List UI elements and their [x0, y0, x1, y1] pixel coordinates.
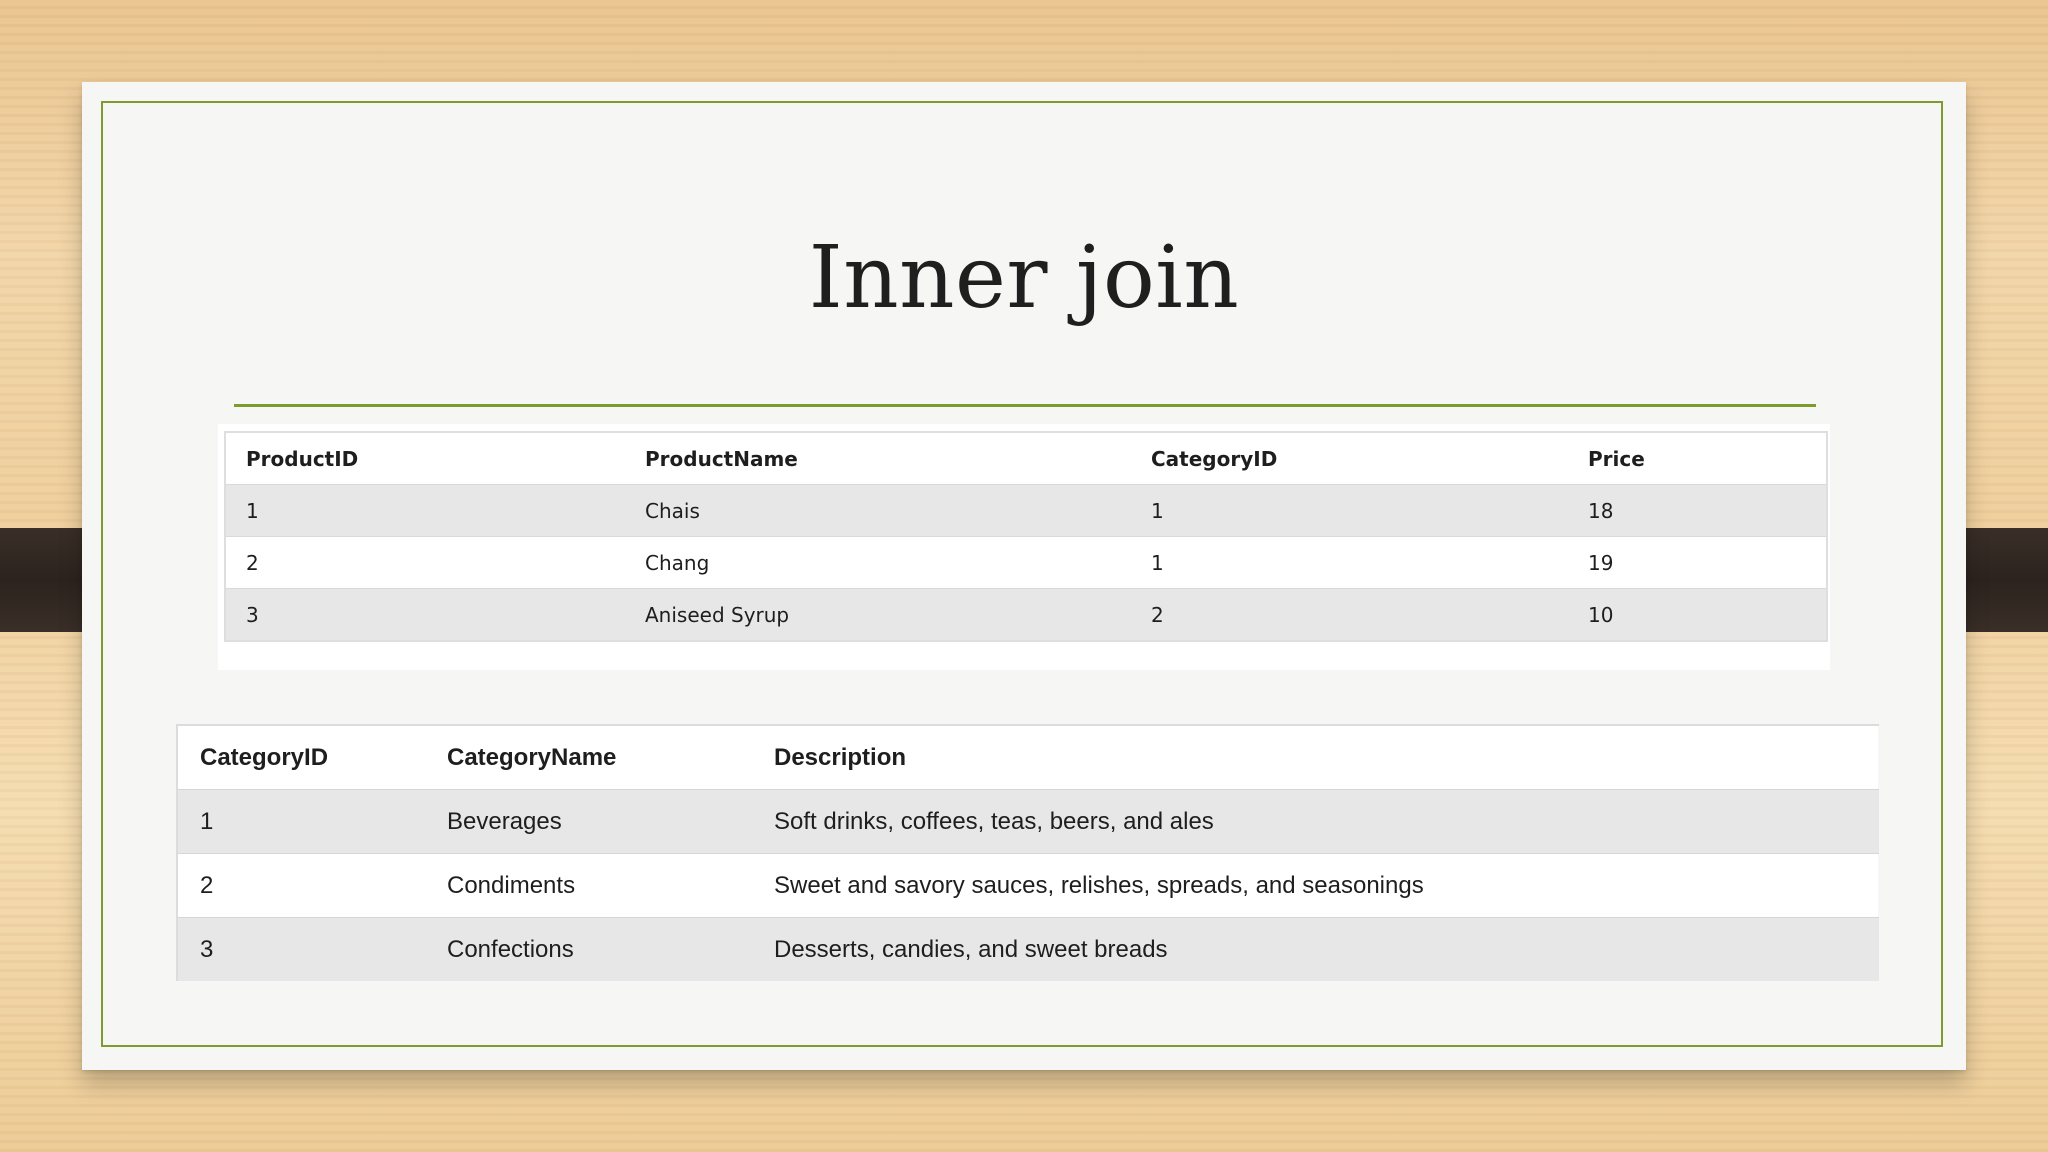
products-table	[224, 431, 1828, 642]
title-divider	[234, 404, 1816, 407]
table-row	[225, 589, 1827, 642]
table-cell: 2	[225, 537, 645, 589]
column-header-categoryid: CategoryID	[1151, 446, 1278, 471]
table-cell: 1	[177, 790, 447, 854]
table-cell: 1	[1151, 537, 1588, 589]
table-row	[225, 485, 1827, 537]
table-cell: 18	[1588, 485, 1827, 537]
table-cell: 19	[1588, 537, 1827, 589]
column-header-categoryid: CategoryID	[200, 743, 329, 771]
table-cell: 10	[1588, 589, 1827, 642]
table-cell: Aniseed Syrup	[645, 589, 1151, 642]
table-cell: 1	[1151, 485, 1588, 537]
table-row	[177, 790, 1879, 854]
column-header-productid: ProductID	[246, 446, 359, 471]
table-cell: 1	[225, 485, 645, 537]
products-table-container	[218, 424, 1830, 670]
table-cell: Confections	[447, 918, 774, 982]
categories-table-container	[176, 724, 1878, 980]
table-cell: Condiments	[447, 854, 774, 918]
table-cell: 3	[177, 918, 447, 982]
table-header-row	[177, 725, 1879, 790]
column-header-categoryname: CategoryName	[447, 743, 617, 771]
column-header-description: Description	[774, 743, 907, 771]
categories-table	[176, 724, 1879, 981]
table-row	[177, 854, 1879, 918]
table-cell: Soft drinks, coffees, teas, beers, and ales	[774, 790, 1879, 854]
table-row	[177, 918, 1879, 982]
table-cell: Chais	[645, 485, 1151, 537]
table-cell: Desserts, candies, and sweet breads	[774, 918, 1879, 982]
table-cell: Sweet and savory sauces, relishes, spreads, and seasonings	[774, 854, 1879, 918]
slide-title: Inner join	[808, 228, 1240, 328]
column-header-productname: ProductName	[645, 446, 798, 471]
table-cell: 2	[177, 854, 447, 918]
table-cell: Chang	[645, 537, 1151, 589]
table-cell: Beverages	[447, 790, 774, 854]
table-row	[225, 537, 1827, 589]
table-header-row	[225, 432, 1827, 485]
table-cell: 2	[1151, 589, 1588, 642]
table-cell: 3	[225, 589, 645, 642]
column-header-price: Price	[1588, 446, 1645, 471]
